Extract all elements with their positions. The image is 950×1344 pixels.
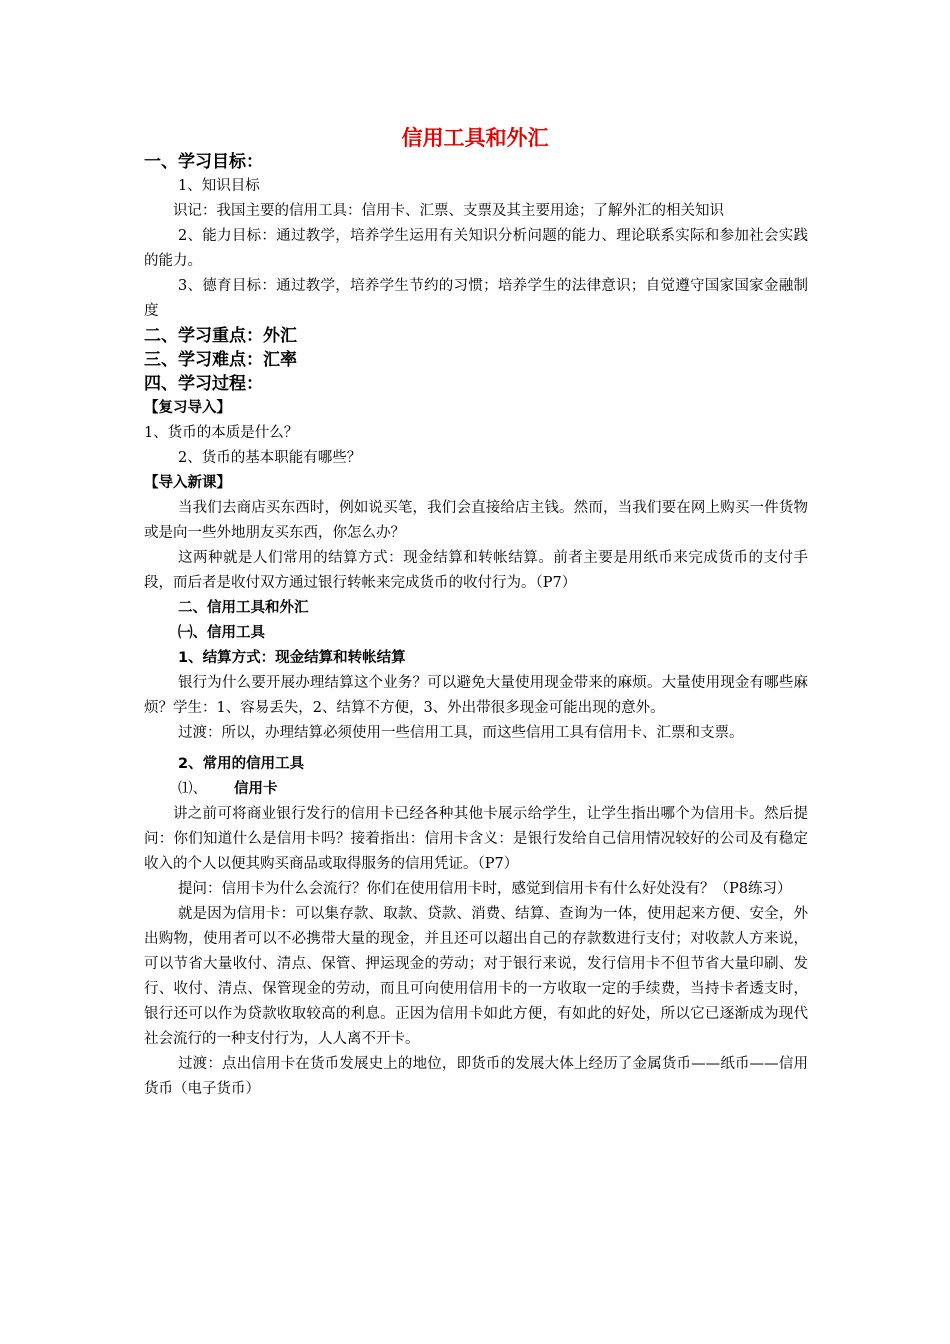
- credit-card-heading: [144, 777, 808, 802]
- review-question-1: 1、货币的本质是什么？: [144, 425, 299, 441]
- credit-card-paragraph-3: 就是因为信用卡：可以集存款、取款、贷款、消费、结算、查询为一体，使用起来方便、安全，外出购物，使用者可以不必携带大量的现金，并且还可以超出自己的存款数进行支付；对收款人方来说，可以节省大量收付、清点、保管、押运现金的劳动；对于银行来说，发行信用卡不但节省大量印刷、发行、收付、清点、保管现金的劳动，而且可向使用信用卡的一方收取一定的手续费，当持卡者透支时，银行还可以作为贷款收取较高的利息。正因为信用卡如此方便，有如此的好处，所以它已逐渐成为现代社会流行的一种支付行为，人人离不开卡。: [144, 906, 808, 1047]
- goal-knowledge-text: 识记：我国主要的信用工具：信用卡、汇票、支票及其主要用途；了解外汇的相关知识: [173, 203, 724, 219]
- goal-moral-text: 3、德育目标：通过教学，培养学生节约的习惯；培养学生的法律意识；自觉遵守国家国家金融制度: [144, 278, 808, 319]
- goal-knowledge-title: 1、知识目标: [178, 178, 260, 194]
- review-question-2: 2、货币的基本职能有哪些？: [178, 450, 362, 466]
- document-body: [144, 150, 808, 1102]
- document-title: 信用工具和外汇: [401, 126, 549, 150]
- section-heading-process: 四、学习过程：: [144, 374, 263, 394]
- subheading-credit-tools: ㈠、信用工具: [178, 625, 265, 641]
- section-heading-key-point: 二、学习重点：外汇: [144, 326, 297, 346]
- credit-card-label: 信用卡: [234, 781, 278, 797]
- settlement-paragraph-1: 银行为什么要开展办理结算这个业务？可以避免大量使用现金带来的麻烦。大量使用现金有哪些麻烦？学生：1、容易丢失，2、结算不方便，3、外出带很多现金可能出现的意外。: [144, 675, 808, 716]
- intro-heading: 【导入新课】: [144, 475, 231, 491]
- settlement-paragraph-2: 过渡：所以，办理结算必须使用一些信用工具，而这些信用工具有信用卡、汇票和支票。: [178, 725, 744, 741]
- goal-ability-text: 2、能力目标：通过教学，培养学生运用有关知识分析问题的能力、理论联系实际和参加社会实践的能力。: [144, 228, 808, 269]
- credit-card-paragraph-1: 讲之前可将商业银行发行的信用卡已经各种其他卡展示给学生，让学生指出哪个为信用卡。然后提问：你们知道什么是信用卡吗？接着指出：信用卡含义：是银行发给自己信用情况较好的公司及有稳定收入的个人以便其购买商品或取得服务的信用凭证。（P7）: [144, 806, 808, 872]
- intro-paragraph-2: 这两种就是人们常用的结算方式：现金结算和转帐结算。前者主要是用纸币来完成货币的支付手段，而后者是收付双方通过银行转帐来完成货币的收付行为。（P7）: [144, 550, 808, 591]
- section-heading-difficulty: 三、学习难点：汇率: [144, 350, 297, 370]
- credit-card-paragraph-2: 提问：信用卡为什么会流行？你们在使用信用卡时，感觉到信用卡有什么好处没有？（P8练习）: [178, 881, 792, 897]
- credit-card-number: ⑴、: [178, 781, 207, 797]
- subheading-common-tools: 2、常用的信用工具: [178, 756, 305, 772]
- section-heading-goals: 一、学习目标：: [144, 152, 263, 172]
- review-heading: 【复习导入】: [144, 400, 231, 416]
- intro-paragraph-1: 当我们去商店买东西时，例如说买笔，我们会直接给店主钱。然而，当我们要在网上购买一件货物或是向一些外地朋友买东西，你怎么办？: [144, 500, 808, 541]
- subheading-settlement: 1、结算方式：现金结算和转帐结算: [178, 650, 406, 666]
- subheading-credit-and-forex: 二、信用工具和外汇: [178, 600, 309, 616]
- credit-card-paragraph-4: 过渡：点出信用卡在货币发展史上的地位，即货币的发展大体上经历了金属货币——纸币——信用货币（电子货币）: [144, 1056, 808, 1097]
